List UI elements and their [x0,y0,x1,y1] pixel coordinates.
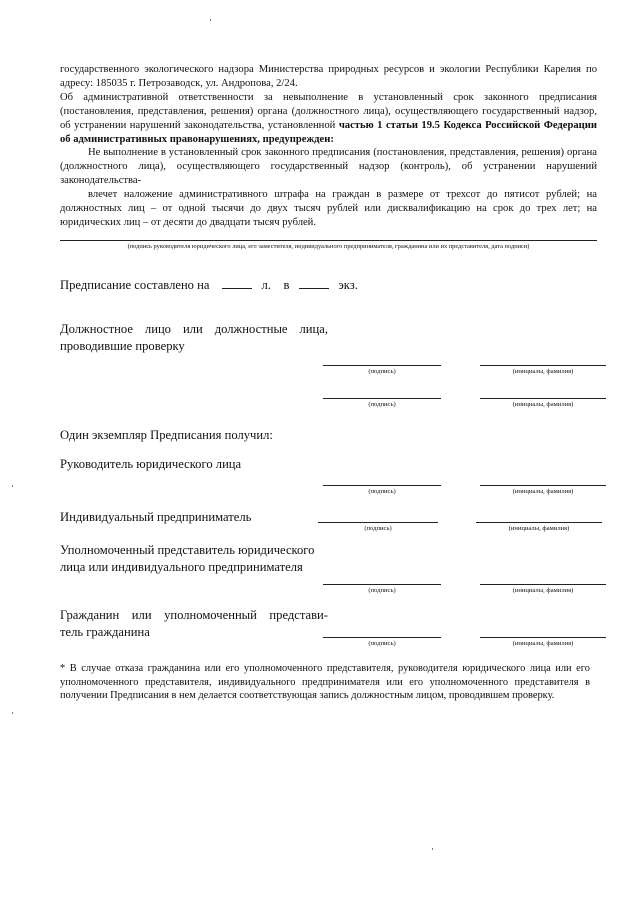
initials-caption: (инициалы, фамилия) [512,587,574,594]
officials-label-line1: Должностное лицо или должностные лица, [60,322,328,336]
signature-note-caption: (подпись руководителя юридического лица, его заместителя, индивидуального предпринимателя, гражданина или их представителя, дата подписи) [127,243,530,250]
initials-caption: (инициалы, фамилия) [512,488,574,495]
officials-signature-line-2[interactable] [323,398,441,399]
representative-label-line1: Уполномоченный представитель юридического [60,543,315,557]
copies-count-blank[interactable] [299,277,329,289]
entrepreneur-label: Индивидуальный предприниматель [60,510,252,524]
intro-paragraph-penalty: влечет наложение административного штрафа на граждан в размере от трехсот до пятисот рублей; на должностных лиц – от одной тысячи до двух тысяч рублей или дисквалификацию на срок до трех лет; на юридических лиц – от десяти до двадцати тысяч рублей. [60,189,597,228]
head-legal-entity-label: Руководитель юридического лица [60,457,242,471]
representative-label-line2: лица или индивидуального предпринимателя [60,560,303,574]
head-initials-line[interactable] [480,485,606,486]
signature-caption: (подпись) [368,587,396,594]
officials-initials-line-2[interactable] [480,398,606,399]
officials-label [60,321,328,355]
representative-signature-line[interactable] [323,584,441,585]
scan-speck [12,485,13,487]
intro-paragraph-liability [60,91,597,147]
citizen-signature-line[interactable] [323,637,441,638]
in-word: в [283,278,290,292]
entrepreneur-signature-line[interactable] [318,522,438,523]
intro-paragraph-address: государственного экологического надзора Министерства природных ресурсов и экологии Республики Карелия по адресу: 185035 г. Петрозаводск, ул. Андропова, 2/24. [60,64,597,89]
signature-line-main [60,240,597,241]
officials-label-line2: проводившие проверку [60,339,185,353]
citizen-label [60,607,328,641]
made-prefix: Предписание составлено на [60,278,210,292]
prescription-made-line [60,277,358,293]
sheets-abbr: л. [261,278,271,292]
signature-caption: (подпись) [368,368,396,375]
scan-speck [12,712,13,714]
intro-text-block [60,63,597,230]
scan-speck [210,19,211,21]
head-signature-line[interactable] [323,485,441,486]
sheets-count-blank[interactable] [222,277,252,289]
representative-initials-line[interactable] [480,584,606,585]
liability-text: Об административной ответственности за невыполнение в установленный срок законного предписания (постановления, представления, решения) органа (должностного лица), осуществляющего государственный надзор, об устранении нарушений законодательства, установленной [60,91,597,131]
signature-caption: (подпись) [368,401,396,408]
officials-initials-line-1[interactable] [480,365,606,366]
initials-caption: (инициалы, фамилия) [512,401,574,408]
intro-paragraph-nonfulfillment: Не выполнение в установленный срок законного предписания (постановления, представления, решения) органа (должностного лица), осуществляющего государственный надзор (контроль), об устранении нарушений законодательства- [60,147,597,187]
officials-signature-line-1[interactable] [323,365,441,366]
scan-speck [432,848,433,850]
citizen-label-line1: Гражданин или уполномоченный представи- [60,608,328,622]
citizen-label-line2: тель гражданина [60,625,150,639]
signature-caption: (подпись) [368,488,396,495]
liability-bold-text: частью 1 статьи 19.5 Кодекса Российской Федерации об административных правонарушениях, предупрежден: [60,119,597,145]
footnote: * В случае отказа гражданина или его уполномоченного представителя, руководителя юридического лица или его уполномоченного представителя, индивидуального предпринимателя или его уполномоченного представителя в получении Предписания в нем делается соответствующая запись должностным лицом, проводившем проверку. [60,663,590,702]
representative-label [60,542,328,576]
copies-abbr: экз. [338,278,358,292]
initials-caption: (инициалы, фамилия) [508,525,570,532]
initials-caption: (инициалы, фамилия) [512,368,574,375]
citizen-initials-line[interactable] [480,637,606,638]
initials-caption: (инициалы, фамилия) [512,640,574,647]
signature-caption: (подпись) [364,525,392,532]
received-label: Один экземпляр Предписания получил: [60,428,273,442]
entrepreneur-initials-line[interactable] [476,522,602,523]
signature-caption: (подпись) [368,640,396,647]
